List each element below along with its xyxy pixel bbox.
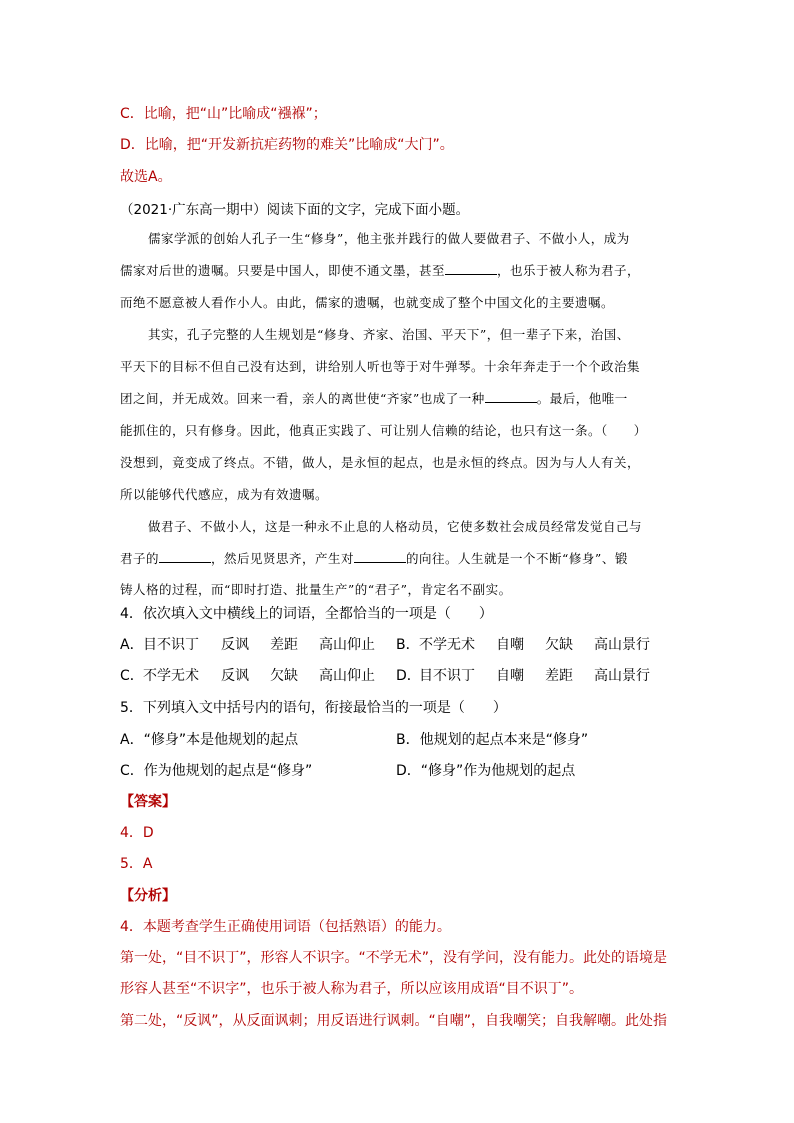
blank-3 [159,550,211,563]
passage-line: 团之间，并无成效。回来一看，亲人的离世使“齐家”也成了一种 。最后，他唯一 [120,391,628,406]
passage-line: 没想到，竟变成了终点。不错，做人，是永恒的起点，也是永恒的终点。因为与人人有关， [120,455,641,470]
q5-option-a: A．“修身”本是他规划的起点 [120,732,299,748]
passage-line: 儒家学派的创始人孔子一生“修身”，他主张并践行的做人要做君子、不做小人，成为 [148,231,630,246]
passage-line: 所以能够代代感应，成为有效遗嘱。 [120,487,329,502]
answer-4: 4．D [120,825,154,841]
passage-line: 其实，孔子完整的人生规划是“修身、齐家、治国、平天下”，但一辈子下来，治国、 [148,327,630,342]
blank-2 [485,390,537,403]
answer-heading: 【答案】 [120,794,176,810]
source-line: （2021·广东高一期中）阅读下面的文字，完成下面小题。 [120,202,470,218]
analysis-line: 形容人甚至“不识字”，也乐于被人称为君子，所以应该用成语“目不识丁”。 [120,981,584,997]
q5-option-c: C．作为他规划的起点是“修身” [120,763,313,779]
passage-line: 儒家对后世的遗嘱。只要是中国人，即使不通文墨，甚至 ，也乐于被人称为君子， [120,263,641,278]
q5-stem: 5．下列填入文中括号内的语句，衔接最恰当的一项是（ ） [120,700,507,716]
answer-5: 5．A [120,856,153,872]
passage-line: 而绝不愿意被人看作小人。由此，儒家的遗嘱，也就变成了整个中国文化的主要遗嘱。 [120,295,615,310]
prev-conclusion: 故选A。 [120,169,172,185]
analysis-line: 4．本题考查学生正确使用词语（包括熟语）的能力。 [120,919,451,935]
q5-option-b: B．他规划的起点本来是“修身” [396,732,589,748]
q5-option-d: D．“修身”作为他规划的起点 [396,763,576,779]
analysis-line: 第一处，“目不识丁”，形容人不识字。“不学无术”，没有学问，没有能力。此处的语境是 [120,950,668,966]
analysis-line: 第二处，“反讽”，从反面讽刺；用反语进行讽刺。“自嘲”，自我嘲笑；自我解嘲。此处指 [120,1013,668,1029]
q4-stem: 4．依次填入文中横线上的词语，全都恰当的一项是（ ） [120,606,493,622]
analysis-heading: 【分析】 [120,888,176,904]
passage-line: 平天下的目标不但自己没有达到，讲给别人听也等于对牛弹琴。十余年奔走于一个个政治集 [120,359,641,374]
blank-1 [445,262,497,275]
passage-line: 能抓住的，只有修身。因此，他真正实践了、可让别人信赖的结论，也只有这一条。（ ） [120,423,647,438]
prev-option-d: D．比喻，把“开发新抗疟药物的难关”比喻成“大门”。 [120,137,454,153]
passage-line: 铸人格的过程，而“即时打造、批量生产”的“君子”，肯定名不副实。 [120,582,512,597]
prev-option-c: C．比喻，把“山”比喻成“襁褓”； [120,106,327,122]
passage-line: 君子的 ，然后见贤思齐，产生对 的向往。人生就是一个不断“修身”、锻 [120,551,628,566]
passage-line: 做君子、不做小人，这是一种永不止息的人格动员，它使多数社会成员经常发觉自己与 [148,519,643,534]
blank-4 [354,550,406,563]
